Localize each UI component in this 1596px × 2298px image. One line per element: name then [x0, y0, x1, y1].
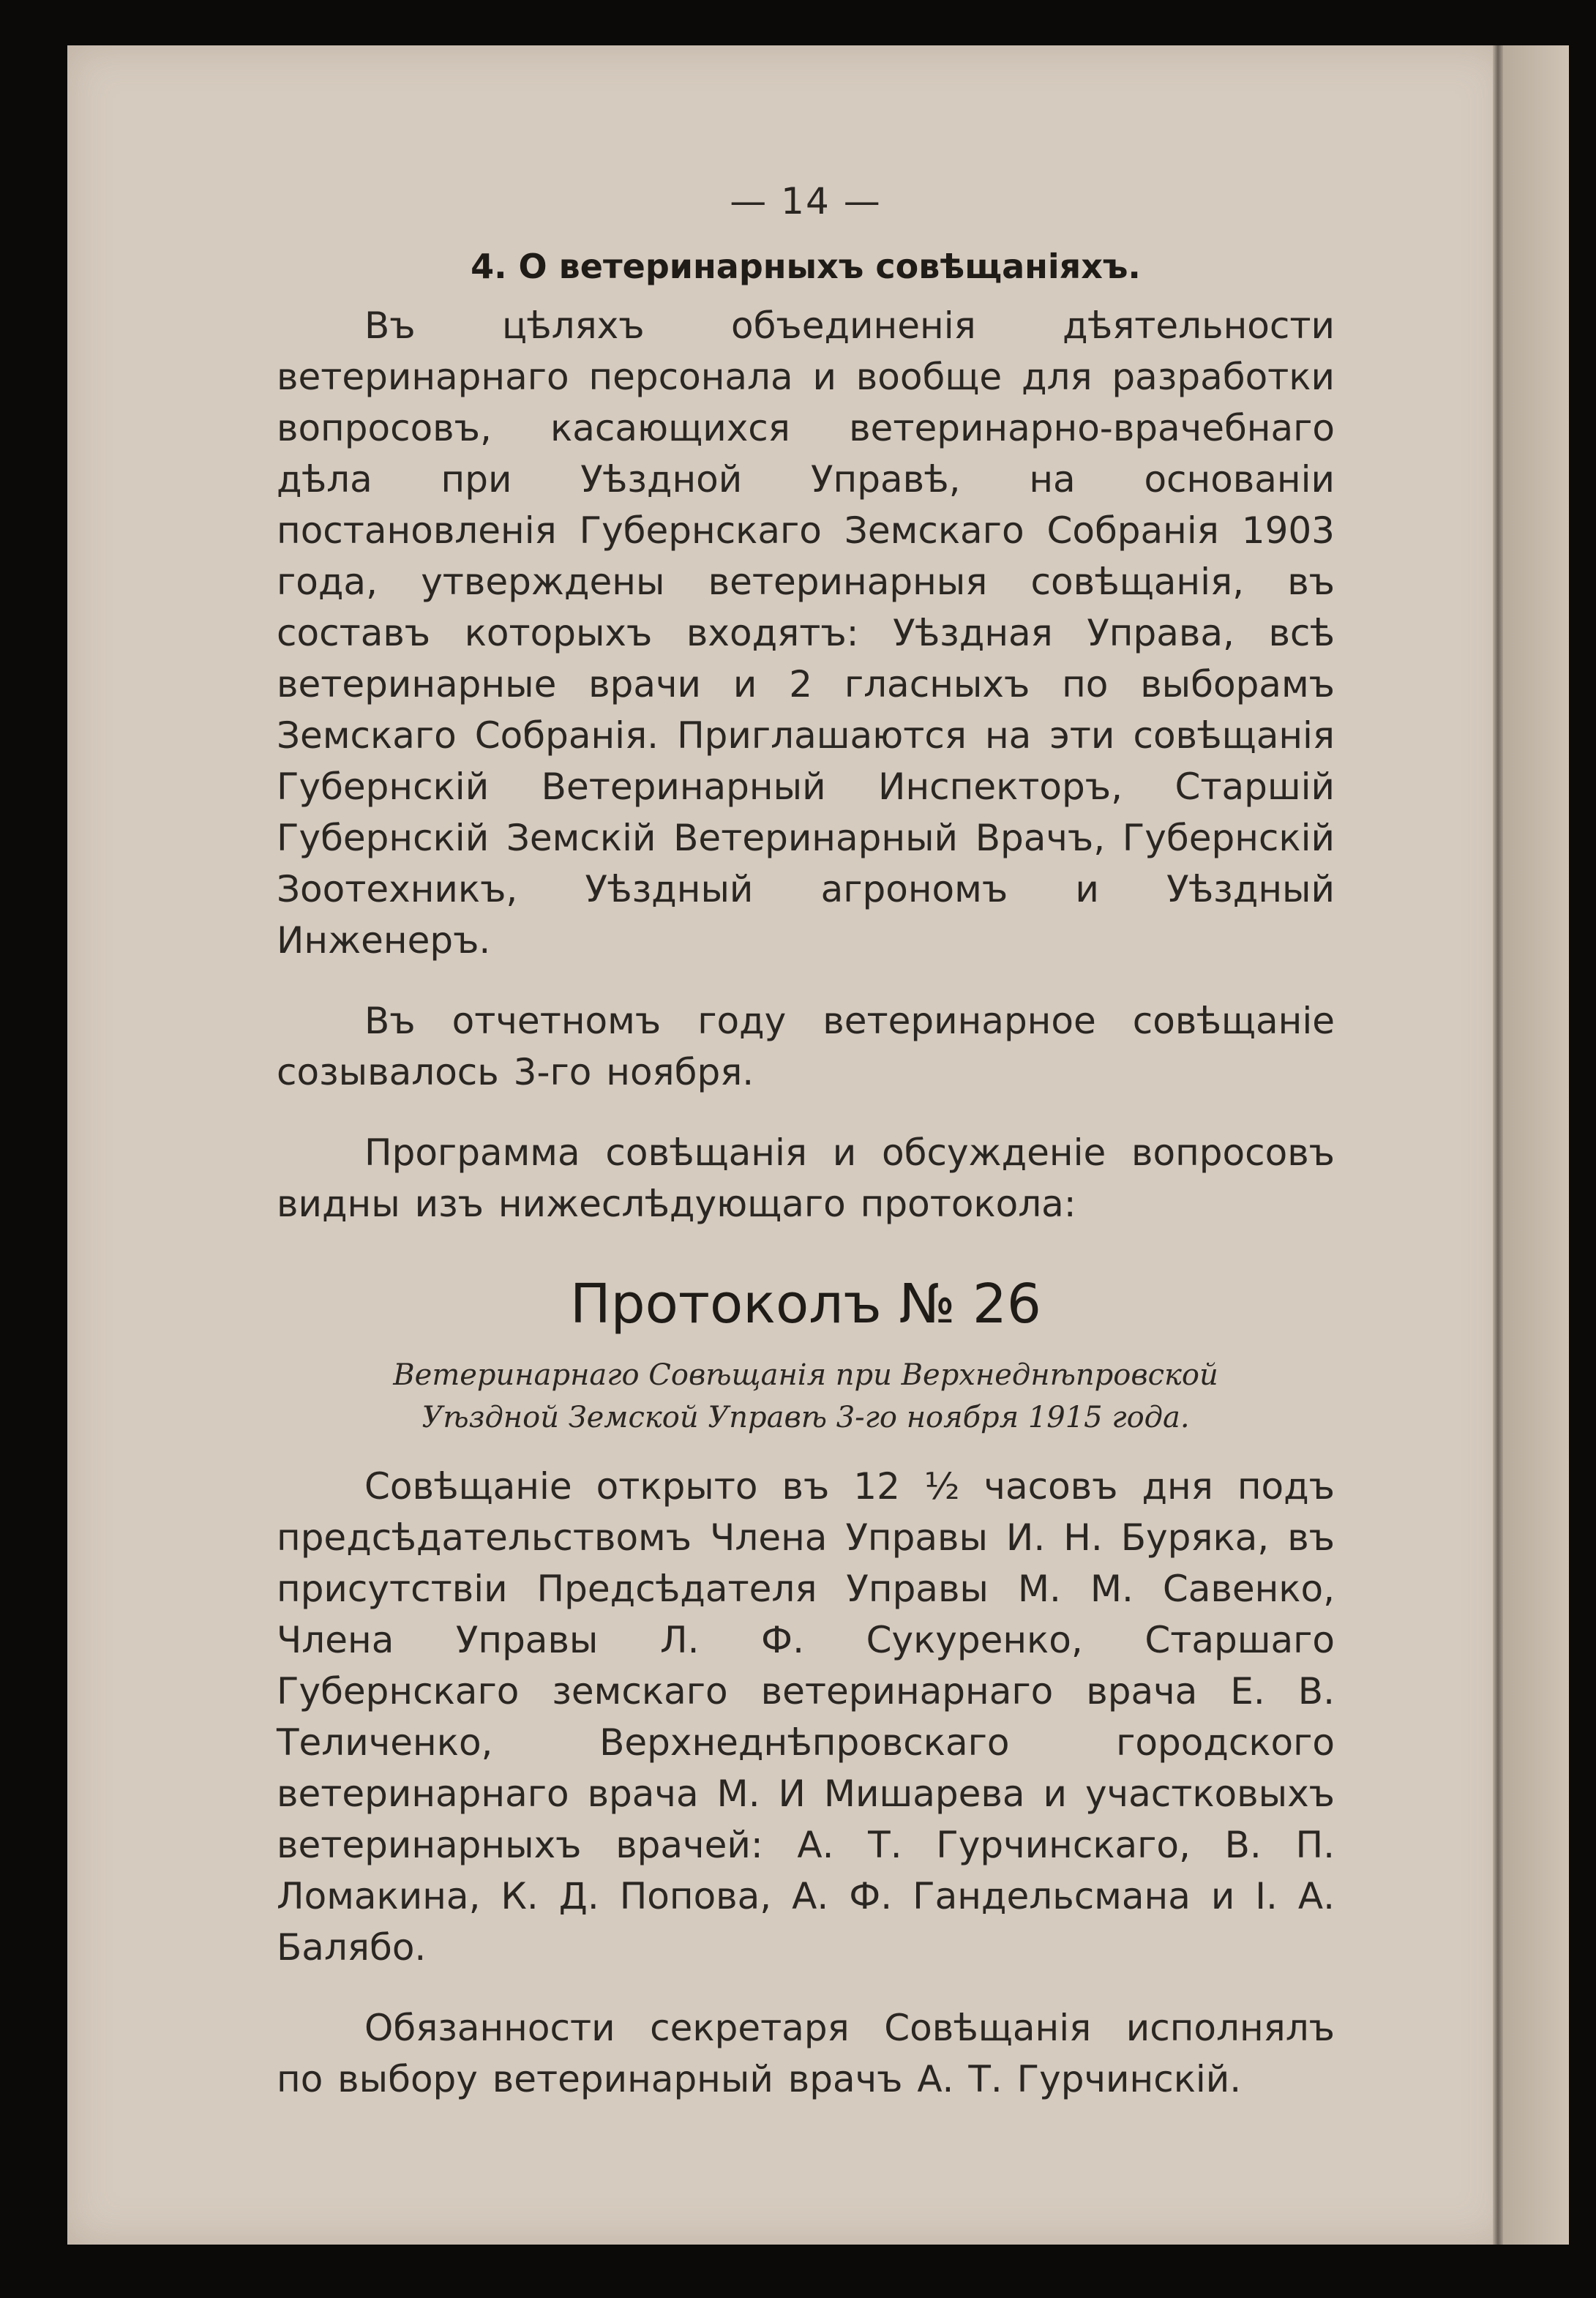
paragraph-report-year: [277, 995, 1335, 1098]
paragraph-text: Совѣщаніе открыто въ 12 ½ часовъ дня подъ предсѣдательствомъ Члена Управы И. Н. Буряка, въ присутствіи Предсѣдателя Управы М. М. Савенко, Члена Управы Л. Ф. Сукуренко, Старшаго Губернскаго земскаго ветеринарнаго врача Е. В. Теличенко, Верхнеднѣпровскаго городского ветеринарнаго врача М. И Мишарева и участковыхъ ветеринарныхъ врачей: А. Т. Гурчинскаго, В. П. Ломакина, К. Д. Попова, А. Ф. Гандельсмана и І. А. Балябо.: [277, 1465, 1335, 1969]
paragraph-secretary: [277, 2002, 1335, 2105]
section-heading: 4. О ветеринарныхъ совѣщаніяхъ.: [471, 247, 1141, 286]
paragraph-text: Программа совѣщанія и обсужденіе вопросовъ видны изъ нижеслѣдующаго протокола:: [277, 1131, 1335, 1225]
paragraph-gap: [277, 1098, 1335, 1127]
page-number: — 14 —: [730, 180, 882, 222]
paragraph-program-intro: [277, 1127, 1335, 1230]
paragraph-text: Обязанности секретаря Совѣщанія исполнялъ по выбору ветеринарный врачъ А. Т. Гурчинскій.: [277, 2007, 1335, 2100]
paragraph-text: Въ цѣляхъ объединенія дѣятельности ветеринарнаго персонала и вообще для разработки вопросовъ, касающихся ветеринарно-врачебнаго дѣла при Уѣздной Управѣ, на основаніи постановленія Губернскаго Земскаго Собранія 1903 года, утверждены ветеринарныя совѣщанія, въ составъ которыхъ входятъ: Уѣздная Управа, всѣ ветеринарные врачи и 2 гласныхъ по выборамъ Земскаго Собранія. Приглашаются на эти совѣщанія Губернскій Ветеринарный Инспекторъ, Старшій Губернскій Земскій Ветеринарный Врачъ, Губернскій Зоотехникъ, Уѣздный агрономъ и Уѣздный Инженеръ.: [277, 304, 1335, 962]
page-text-block: [277, 168, 1335, 2105]
paragraph-gap: [277, 1973, 1335, 2002]
page-fold-shadow: [1493, 45, 1503, 2245]
protocol-subtitle: Ветеринарнаго Совѣщанія при Верхнеднѣпровской Уѣздной Земской Управѣ 3-го ноября 1915 года.: [393, 1358, 1218, 1434]
paragraph-text: Въ отчетномъ году ветеринарное совѣщаніе созывалось 3-го ноября.: [277, 1000, 1335, 1093]
paragraph-veterinary-meetings: [277, 300, 1335, 966]
adjacent-page-edge: [1503, 45, 1569, 2245]
paragraph-gap: [277, 966, 1335, 995]
paragraph-meeting-opened: [277, 1461, 1335, 1973]
protocol-title: Протоколъ № 26: [570, 1273, 1041, 1336]
